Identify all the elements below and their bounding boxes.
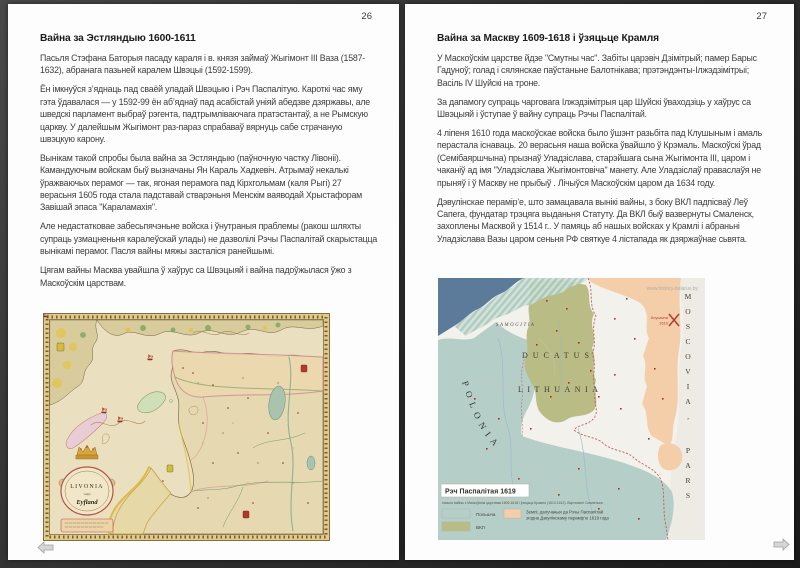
paragraph: У Маскоўскім царстве йдзе "Смутны час". Забіты царэвіч Дзімітрый; памер Барыс Гадуноў; голад і сялянскае паўстаньне Балотнікава; прэтэндэнты-Ілжэдзімітрыі; Васіль IV Шуйскі на троне.: [437, 53, 757, 88]
legend-title: Рэч Паспалітая 1619: [445, 488, 516, 496]
paragraph: Вынікам такой спробы была вайна за Эстляндыю (паўночную частку Лівоніі). Камандуючым войскам быў вызначаны Ян Караль Хадкевіч. Атрымаў некалькі ўражваючых перамог — так, ягоная перамога пад Кірхгольмам (каля Рыгі) 27 верасьня 1605 года стала падставай стварэньня Менскім ваяводай Хрыстафорам Завішай эпаса "Караламахія".: [40, 152, 363, 213]
battle-name-label: Клушына: [650, 315, 668, 320]
next-page-button[interactable]: [773, 538, 790, 551]
paragraph: Пасьля Стэфана Баторыя пасаду караля і в. князя займаў Жыгімонт III Ваза (1587-1632), абранага пазьней каралем Швэцыі (1592-1599).: [40, 53, 366, 76]
legend-label-annexed-2: згодна Дэвулінскаму перамір’ю 1619 года: [526, 515, 609, 521]
samogitia-label: SAMOGITIA: [496, 323, 536, 328]
moscovia-label: MOSCOVIA,: [683, 292, 693, 427]
cartouche-subtitle: Eyfland: [76, 499, 98, 506]
legend-swatch-poland: [442, 509, 470, 518]
right-arrow-icon[interactable]: [774, 539, 789, 550]
page-26-content: [8, 4, 399, 289]
pars-label: PARS: [683, 446, 693, 506]
heraldic-shield: [57, 343, 64, 351]
battle-year-label: 1610: [659, 320, 668, 326]
paragraph: Дэвулінскае перамір’е, што замацавала вынікі вайны, з боку ВКЛ падпісваў Леў Сапега, фундатар трэцяга выданьня Статуту. Да ВКЛ быў вазвернуты Смаленск, захоплены Масквой у 1514 г.. У памяць аб нашых войсках у Крамлі і абраньні Уладзіслава Вазы царом сеньня РФ святкуе 4 лістапада як дзяржаўнае сьвята.: [437, 196, 754, 244]
legend-subtitle: пасьля вайны з Маскоўскім царствам 1609-1618 і ўзяцьця Крамля (1610-1612). Вяртаньне Смаленска: [442, 501, 603, 505]
livonia-map-image: [43, 313, 330, 541]
page-27-content: [405, 4, 794, 245]
ducatus-label: DUCATUS: [522, 351, 594, 360]
paragraph: Ён імкнуўся з’яднаць пад сваёй уладай Швэцыю і Рэч Паспалітую. Кароткі час яму гэта ўдавалася — у 1592-99 ён аб’яднаў пад асабістай уніяй абедзве дзяржавы, але шведскі парламент выбраў рэгента, падтрымліваючага пратэстантаў, а не Рымскую царкву. У далейшым Жыгімонт раз-параз спрабаваў вярнуць сабе страчаную швэцкую карону.: [40, 84, 371, 144]
watermark: www.history-belarus.by: [646, 286, 698, 292]
legend-label-gdl: ВКЛ: [476, 525, 485, 530]
page-title: Вайна за Маскву 1609-1618 і ўзяцьце Крамля: [437, 33, 659, 44]
paragraph: За дапамогу супраць чарговага Ілжэдзімітрыя цар Шуйскі ўваходзіць у хаўрус са Швэцыяй і ўступае ў вайну супраць Рэчы Паспалітай.: [437, 96, 751, 120]
cartouche-title: LIVONIA: [70, 484, 104, 490]
page-title: Вайна за Эстляндыю 1600-1611: [40, 33, 196, 44]
cartouche-vulgo: vulgo: [83, 492, 91, 496]
page-number: 27: [756, 11, 767, 22]
legend-swatch-gdl: [442, 522, 470, 531]
paragraph: Цягам вайны Масква увайшла ў хаўрус са Швэцыяй і вайна падоўжылася ўжо з Маскоўскім царствам.: [40, 265, 352, 288]
lithuania-label: LITHUANIA: [518, 385, 603, 394]
commonwealth-map-image: [438, 278, 705, 540]
page-26: [8, 4, 399, 560]
polonia-label: POLONIA: [460, 379, 504, 452]
previous-page-button[interactable]: [37, 541, 54, 554]
paragraph: 4 ліпеня 1610 года маскоўскае войска было ўшэнт разьбіта пад Клушыным і амаль перастала існаваць. 20 верасьня наша войска ўвайшло ў Крэмаль. Маскоўскі ўрад (Семібаяршчына) прызнаў Уладзіслава, старэйшага сына Жыгімонта III, царом і чаканіў ад імя "Уладзіслава Жыгімонтовіча" манету. Але Уладзіслаў праваслаўя не прыняў і ў Маскву не прыбыў . Лічыўся Маскоўскім царом да 1634 году.: [437, 128, 763, 188]
legend-swatch-annexed: [504, 509, 521, 518]
left-arrow-icon[interactable]: [38, 542, 53, 553]
page-27: [405, 4, 794, 560]
page-number: 26: [361, 11, 372, 22]
legend-label-annexed-1: Землі, далучаныя да Рэчы Паспалітай: [526, 509, 604, 515]
paragraph: Але недастатковае забесьпячэньне войска і ўнутраныя праблемы (ракош шляхты супраць узмацненьня каралеўскай улады) не дазволілі Рэчы Паспалітай скарыстацца вынікамі перамог. Пасля вайны мяжы засталіся ранейшымі.: [40, 221, 378, 257]
legend-label-poland: Польшча: [476, 512, 496, 517]
